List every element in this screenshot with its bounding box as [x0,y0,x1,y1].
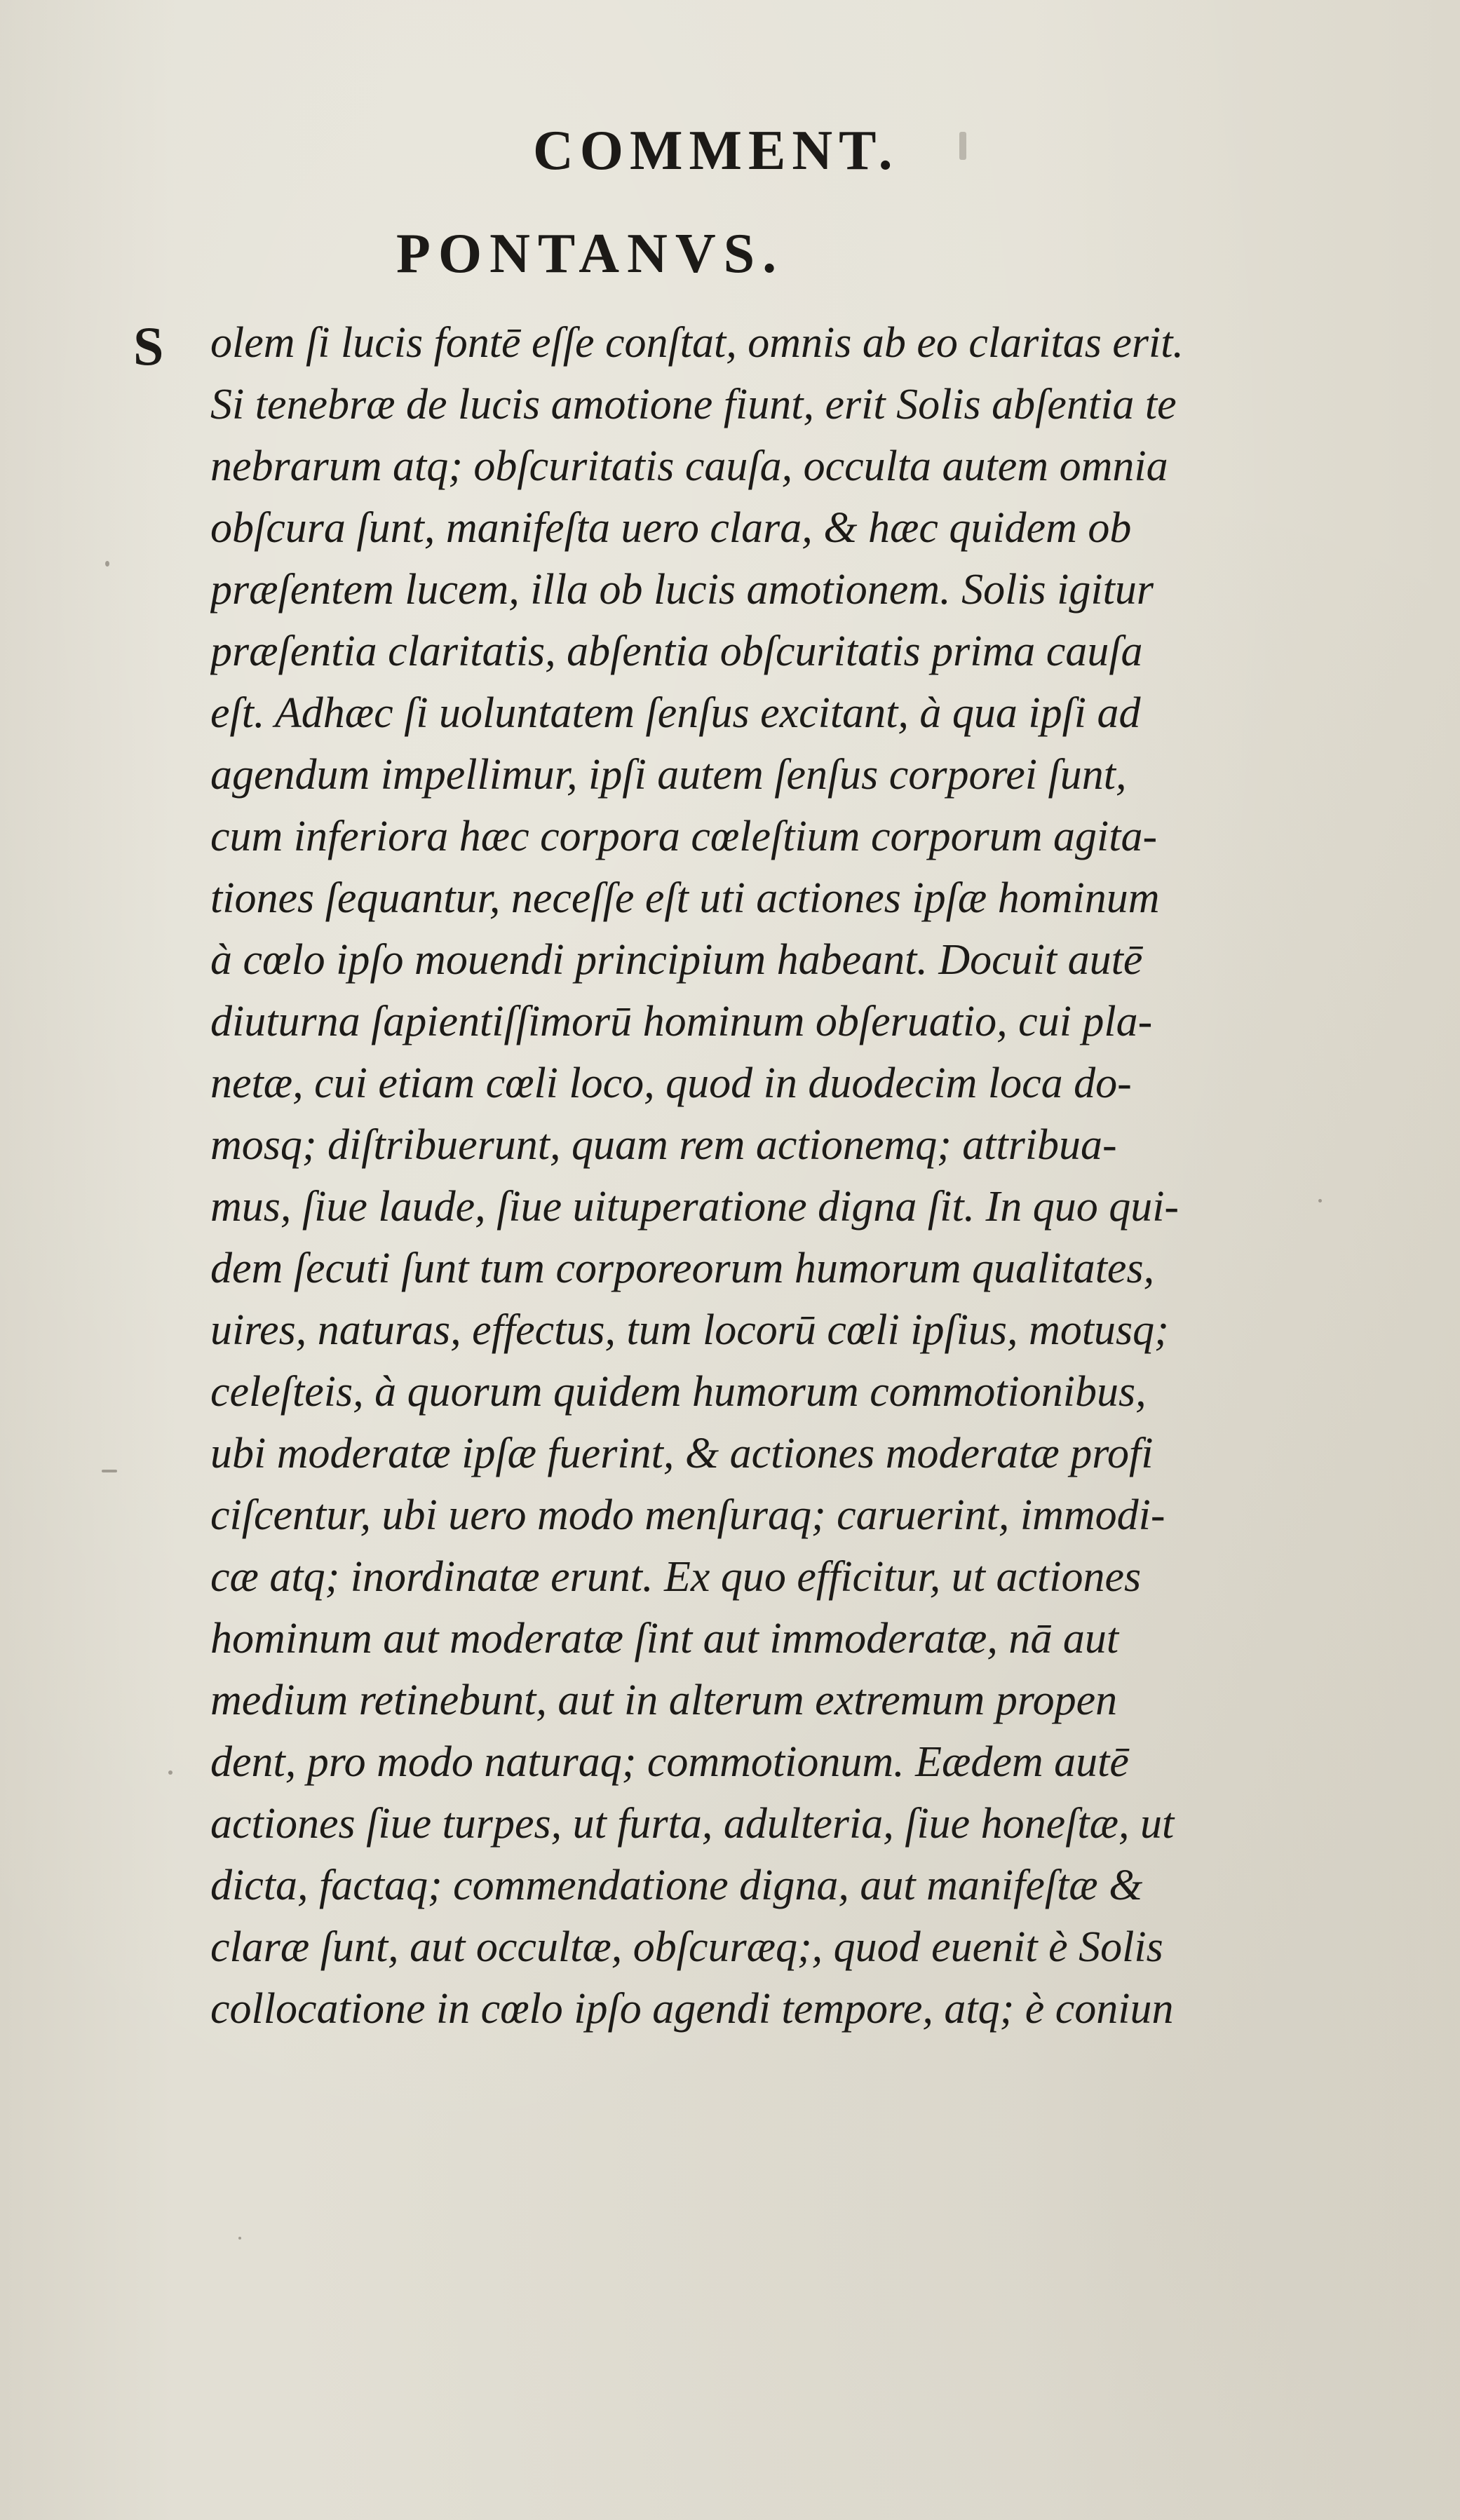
running-head: COMMENT. [533,120,899,182]
text-line: obſcura ſunt, manifeſta uero clara, & hæc quidem ob [210,504,1132,552]
text-line: cum inferiora hæc corpora cœleſtium corporum agita- [210,813,1158,860]
text-line: uires, naturas, effectus, tum locorū cœli ipſius, motusq; [210,1306,1169,1354]
text-line: actiones ſiue turpes, ut furta, adulteria, ſiue honeſtæ, ut [210,1800,1175,1848]
body-text [210,312,1332,2040]
text-line: collocatione in cœlo ipſo agendi tempore, atq; è coniun [210,1985,1174,2033]
text-line: dem ſecuti ſunt tum corporeorum humorum qualitates, [210,1245,1155,1292]
text-line: à cœlo ipſo mouendi principium habeant. Docuit autē [210,936,1143,984]
text-line: diuturna ſapientiſſimorū hominum obſeruatio, cui pla- [210,998,1153,1045]
ink-speck [105,561,109,567]
text-line: agendum impellimur, ipſi autem ſenſus corporei ſunt, [210,751,1127,799]
ink-speck [959,132,966,160]
text-line: hominum aut moderatæ ſint aut immoderatæ, nā aut [210,1615,1119,1662]
text-line: mosq; diſtribuerunt, quam rem actionemq; attribua- [210,1121,1117,1169]
text-line: claræ ſunt, aut occultæ, obſcuræq;, quod euenit è Solis [210,1923,1163,1971]
text-line: cæ atq; inordinatæ erunt. Ex quo efficitur, ut actiones [210,1553,1142,1601]
text-line: dicta, factaq; commendatione digna, aut manifeſtæ & [210,1862,1143,1909]
text-line: eſt. Adhæc ſi uoluntatem ſenſus excitant, à qua ipſi ad [210,689,1141,737]
text-line: netæ, cui etiam cœli loco, quod in duodecim loca do- [210,1059,1132,1107]
ink-speck [102,1470,117,1472]
text-line: ubi moderatæ ipſæ fuerint, & actiones moderatæ profi [210,1430,1154,1477]
text-line: olem ſi lucis fontē eſſe conſtat, omnis ab eo claritas erit. [210,319,1184,367]
text-line: medium retinebunt, aut in alterum extremum propen [210,1676,1118,1724]
text-line: tiones ſequantur, neceſſe eſt uti actiones ipſæ hominum [210,874,1160,922]
ink-speck [238,2237,241,2240]
drop-capital: S [133,316,164,377]
text-line: nebrarum atq; obſcuritatis cauſa, occulta autem omnia [210,442,1168,490]
text-line: Si tenebræ de lucis amotione fiunt, erit Solis abſentia te [210,381,1177,428]
text-line: præſentem lucem, illa ob lucis amotionem. Solis igitur [210,566,1154,614]
text-line: celeſteis, à quorum quidem humorum commotionibus, [210,1368,1147,1416]
text-line: ciſcentur, ubi uero modo menſuraq; caruerint, immodi- [210,1491,1165,1539]
text-line: dent, pro modo naturaq; commotionum. Eædem autē [210,1738,1129,1786]
text-line: præſentia claritatis, abſentia obſcuritatis prima cauſa [210,628,1143,675]
ink-speck [168,1770,173,1775]
section-heading: PONTANVS. [396,223,785,285]
text-line: mus, ſiue laude, ſiue uituperatione digna ſit. In quo qui- [210,1183,1180,1231]
